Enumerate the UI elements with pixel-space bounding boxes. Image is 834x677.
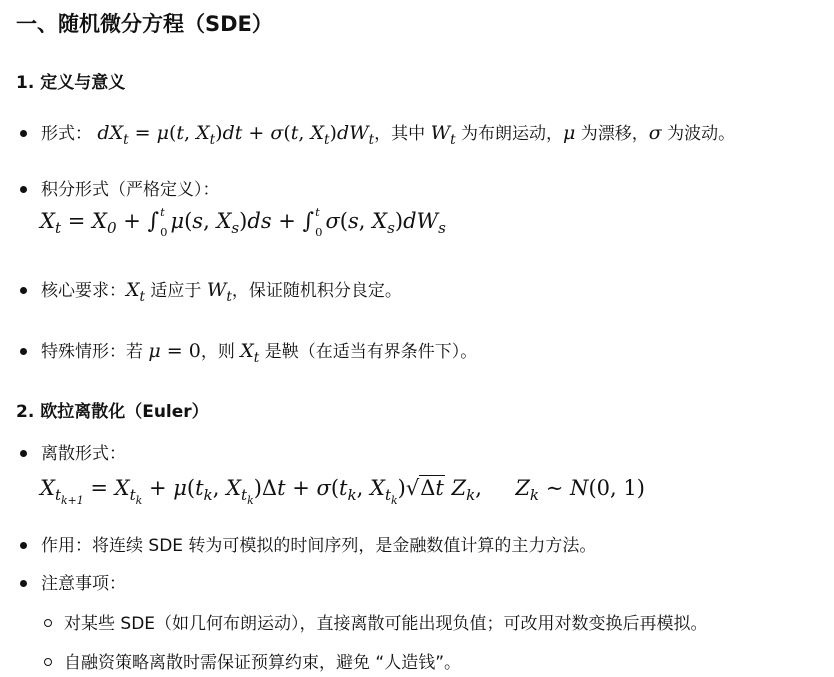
var-xt: $X_t$: [126, 279, 146, 305]
item-label: 核心要求：: [41, 281, 126, 301]
list-item-discrete-form: 离散形式：: [41, 444, 126, 464]
page-title: 一、随机微分方程（SDE）: [16, 12, 273, 36]
item-text: 为布朗运动，: [455, 124, 564, 144]
item-text: ，保证随机积分良定。: [231, 281, 402, 301]
bullet: [20, 130, 27, 137]
euler-formula: $X_{t_{k+1}} = X_{t_k} + \mu(t_k$, $X_{t_k})\Delta t + \sigma(t_k$, $X_{t_k})√\Delta t$ $Z_k$, $Z_k$ ∼ N(0, 1): [40, 476, 645, 508]
sub-bullet: [44, 658, 52, 666]
sub-bullet: [44, 619, 52, 627]
list-item-core-requirement: [41, 276, 402, 305]
var-wt: $W_t$: [206, 279, 232, 305]
var-xt: $X_t$: [240, 340, 260, 366]
item-text: 为漂移，: [575, 124, 649, 144]
var-wt: $W_t$: [430, 122, 456, 148]
list-item-purpose: 作用：将连续 SDE 转为可模拟的时间序列，是金融数值计算的主力方法。: [41, 536, 597, 556]
item-label: 形式：: [41, 124, 92, 144]
section-heading-euler: 2. 欧拉离散化（Euler）: [16, 402, 209, 422]
item-text: ，其中: [374, 124, 431, 144]
bullet: [20, 287, 27, 294]
integral-formula: $X_t = X_0$ + ∫ t 0 μ(s, $X_s)ds$ + ∫ t 0 σ(s, $X_s)dW_s$: [40, 205, 446, 239]
bullet: [20, 450, 27, 457]
list-item-integral-form: 积分形式（严格定义）：: [41, 180, 220, 200]
item-text: 为波动。: [661, 124, 736, 144]
sub-list-item: 自融资策略离散时需保证预算约束，避免 “人造钱”。: [64, 653, 462, 673]
item-text: 适应于: [145, 281, 207, 301]
var-sigma: σ: [648, 122, 662, 144]
var-mu: μ: [563, 122, 576, 144]
bullet: [20, 186, 27, 193]
list-item-notes: 注意事项：: [41, 574, 126, 594]
section-heading-definition: 1. 定义与意义: [16, 73, 126, 93]
bullet: [20, 542, 27, 549]
sde-formula: $dX_t = \mu(t$, $X_t)dt + \sigma(t$, $X_t)dW_t$: [97, 122, 375, 148]
bullet: [20, 348, 27, 355]
mu-zero-formula: μ = 0: [148, 340, 201, 362]
list-item-special-case: [41, 337, 478, 366]
list-item-form: [41, 119, 736, 148]
sub-list-item: 对某些 SDE（如几何布朗运动），直接离散可能出现负值；可改用对数变换后再模拟。: [64, 614, 708, 634]
item-text: ，则: [200, 342, 241, 362]
item-text: 是鞅（在适当有界条件下）。: [259, 342, 478, 362]
item-label: 特殊情形：若: [41, 342, 149, 362]
bullet: [20, 580, 27, 587]
